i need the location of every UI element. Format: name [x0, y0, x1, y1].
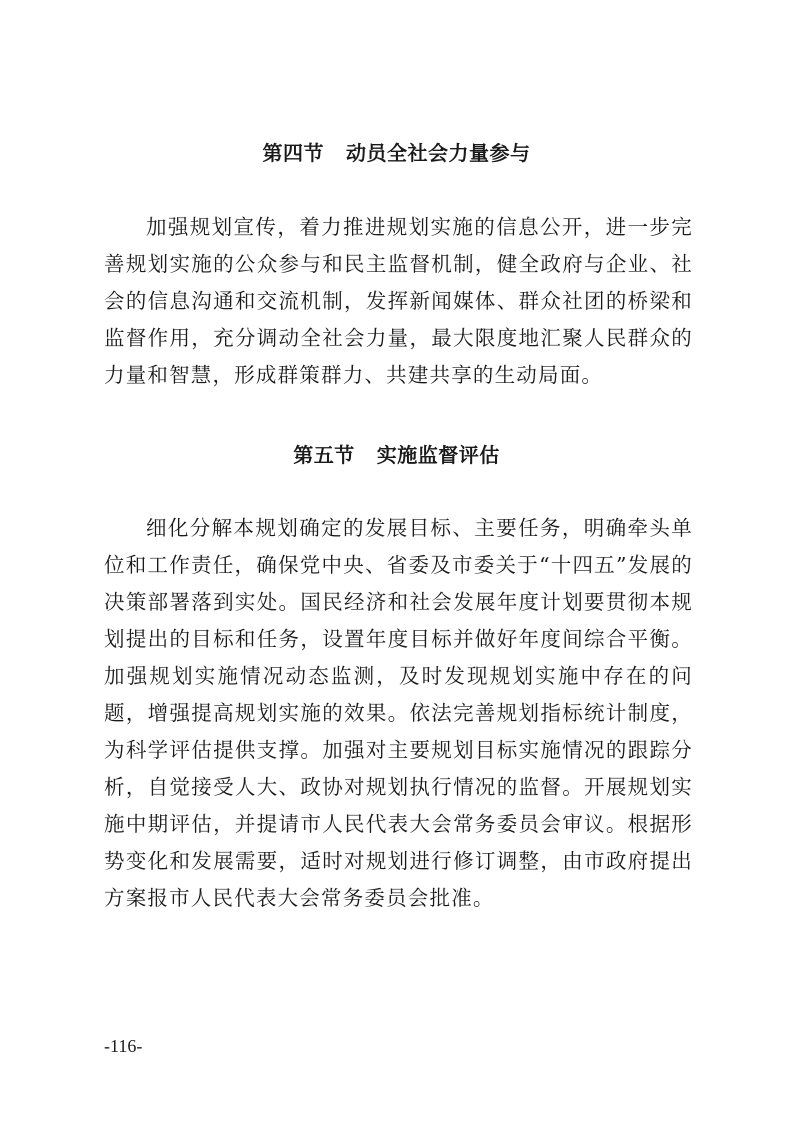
section-4-title: 动员全社会力量参与	[346, 141, 531, 165]
section-4-paragraph: 加强规划宣传，着力推进规划实施的信息公开，进一步完善规划实施的公众参与和民主监督机制，健全政府与企业、社会的信息沟通和交流机制，发挥新闻媒体、群众社团的桥梁和监督作用，充分调动全社会力量，最大限度地汇聚人民群众的力量和智慧，形成群策群力、共建共享的生动局面。	[104, 215, 693, 387]
section-5-label: 第五节	[293, 443, 355, 467]
section-5-title: 实施监督评估	[376, 443, 500, 467]
section-4-heading	[0, 139, 793, 167]
page-number: -116-	[104, 1036, 143, 1056]
section-5-paragraph: 细化分解本规划确定的发展目标、主要任务，明确牵头单位和工作责任，确保党中央、省委及市委关于“十四五”发展的决策部署落到实处。国民经济和社会发展年度计划要贯彻本规划提出的目标和任务，设置年度目标并做好年度间综合平衡。加强规划实施情况动态监测，及时发现规划实施中存在的问题，增强提高规划实施的效果。依法完善规划指标统计制度，为科学评估提供支撑。加强对主要规划目标实施情况的跟踪分析，自觉接受人大、政协对规划执行情况的监督。开展规划实施中期评估，并提请市人民代表大会常务委员会审议。根据形势变化和发展需要，适时对规划进行修订调整，由市政府提出方案报市人民代表大会常务委员会批准。	[104, 516, 693, 910]
section-5-heading	[0, 441, 793, 469]
section-4-label: 第四节	[262, 141, 324, 165]
